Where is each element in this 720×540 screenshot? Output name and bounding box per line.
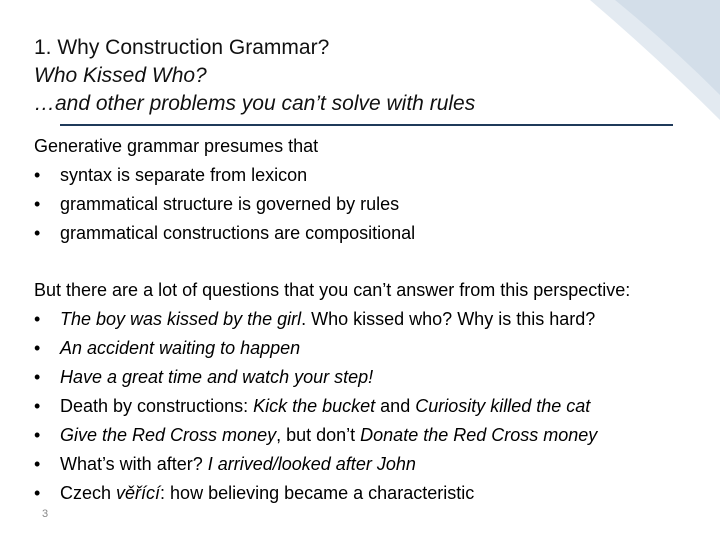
example-text: . Who kissed who? Why is this hard? xyxy=(301,309,596,329)
slide-title xyxy=(34,34,475,118)
list-item xyxy=(34,334,630,363)
list-item xyxy=(34,363,630,392)
list-item xyxy=(34,305,630,334)
example-italic: I arrived/looked after John xyxy=(207,454,416,474)
example-text: : how believing became a characteristic xyxy=(160,483,475,503)
paragraph-gap xyxy=(34,248,630,276)
title-line-2: Who Kissed Who? xyxy=(34,64,207,87)
bullet-glyph: • xyxy=(34,396,41,416)
example-italic: The boy was kissed by the girl xyxy=(60,309,302,329)
bullet-glyph: • xyxy=(34,367,41,387)
example-text: , but don’t xyxy=(276,425,361,445)
example-text: and xyxy=(375,396,416,416)
example-italic: Give the Red Cross money xyxy=(60,425,277,445)
bullet-glyph: • xyxy=(34,338,41,358)
section1-intro: Generative grammar presumes that xyxy=(34,136,319,156)
title-line-3 xyxy=(34,90,475,118)
example-italic: Have a great time and watch your step! xyxy=(60,367,374,387)
example-text: Death by constructions: xyxy=(60,396,254,416)
example-text: Czech xyxy=(60,483,117,503)
list-item-text: grammatical constructions are compositional xyxy=(60,223,416,243)
list-item-text: grammatical structure is governed by rules xyxy=(60,194,400,214)
list-item xyxy=(34,450,630,479)
example-italic: Kick the bucket xyxy=(253,396,376,416)
title-divider xyxy=(60,124,673,126)
example-italic: An accident waiting to happen xyxy=(60,338,301,358)
list-item xyxy=(34,219,630,248)
slide-number: 3 xyxy=(42,508,49,520)
list-item xyxy=(34,392,630,421)
bullet-glyph: • xyxy=(34,454,41,474)
example-italic: Curiosity killed the cat xyxy=(415,396,591,416)
title-ellipsis-text: …and other problems you can’t solve with rules xyxy=(34,92,476,115)
title-line-1: 1. Why Construction Grammar? xyxy=(34,36,330,59)
list-item xyxy=(34,161,630,190)
bullet-glyph: • xyxy=(34,165,41,185)
example-text: What’s with after? xyxy=(60,454,208,474)
section2-intro: But there are a lot of questions that you can’t answer from this perspective: xyxy=(34,280,631,300)
corner-decoration xyxy=(570,0,720,130)
list-item xyxy=(34,479,630,508)
list-item xyxy=(34,421,630,450)
bullet-glyph: • xyxy=(34,194,41,214)
example-italic: Donate the Red Cross money xyxy=(360,425,598,445)
bullet-glyph: • xyxy=(34,309,41,329)
list-item-text: syntax is separate from lexicon xyxy=(60,165,308,185)
bullet-glyph: • xyxy=(34,483,41,503)
bullet-glyph: • xyxy=(34,223,41,243)
slide-body xyxy=(34,132,630,508)
list-item xyxy=(34,190,630,219)
example-italic: věřící xyxy=(116,483,161,503)
bullet-glyph: • xyxy=(34,425,41,445)
